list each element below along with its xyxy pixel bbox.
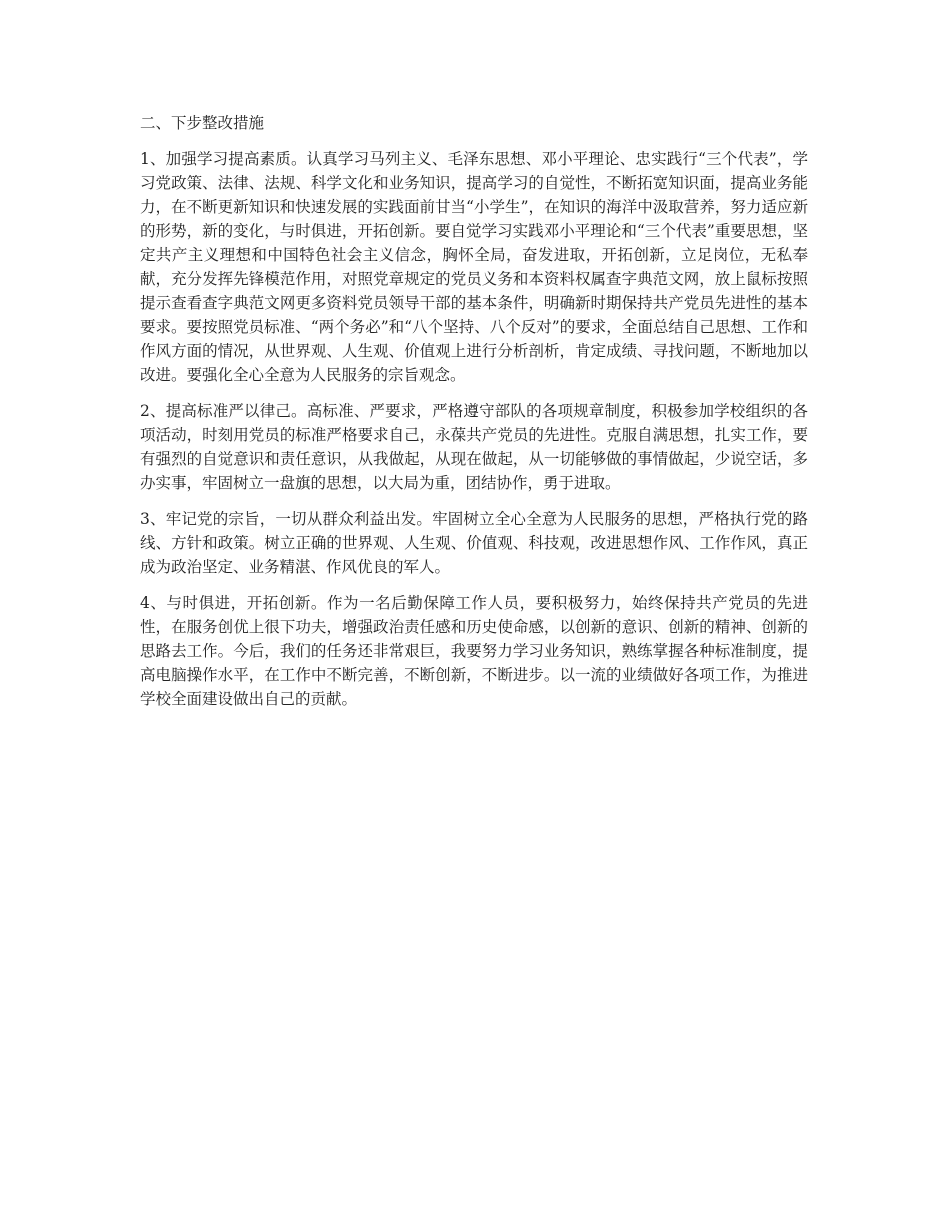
paragraph-3: 3、牢记党的宗旨，一切从群众利益出发。牢固树立全心全意为人民服务的思想，严格执行党的路线、方针和政策。树立正确的世界观、人生观、价值观、科技观，改进思想作风、工作作风，真正成为政治坚定、业务精湛、作风优良的军人。: [140, 510, 808, 576]
paragraph-2: 2、提高标准严以律己。高标准、严要求，严格遵守部队的各项规章制度，积极参加学校组织的各项活动，时刻用党员的标准严格要求自己，永葆共产党员的先进性。克服自满思想，扎实工作，要有强烈的自觉意识和责任意识，从我做起，从现在做起，从一切能够做的事情做起，少说空话，多办实事，牢固树立一盘旗的思想，以大局为重，团结协作，勇于进取。: [140, 402, 808, 492]
paragraph-4: 4、与时俱进，开拓创新。作为一名后勤保障工作人员，要积极努力，始终保持共产党员的先进性，在服务创优上很下功夫，增强政治责任感和历史使命感，以创新的意识、创新的精神、创新的思路去工作。今后，我们的任务还非常艰巨，我要努力学习业务知识，熟练掌握各种标准制度，提高电脑操作水平，在工作中不断完善，不断创新，不断进步。以一流的业绩做好各项工作，为推进学校全面建设做出自己的贡献。: [140, 594, 808, 708]
document-body: [140, 111, 808, 723]
section-heading: 二、下步整改措施: [140, 114, 265, 132]
paragraph-1: 1、加强学习提高素质。认真学习马列主义、毛泽东思想、邓小平理论、忠实践行“三个代表”，学习党政策、法律、法规、科学文化和业务知识，提高学习的自觉性，不断拓宽知识面，提高业务能力，在不断更新知识和快速发展的实践面前甘当“小学生”，在知识的海洋中汲取营养，努力适应新的形势，新的变化，与时俱进，开拓创新。要自觉学习实践邓小平理论和“三个代表”重要思想，坚定共产主义理想和中国特色社会主义信念，胸怀全局，奋发进取，开拓创新，立足岗位，无私奉献，充分发挥先锋模范作用，对照党章规定的党员义务和本资料权属查字典范文网，放上鼠标按照提示查看查字典范文网更多资料党员领导干部的基本条件，明确新时期保持共产党员先进性的基本要求。要按照党员标准、“两个务必”和“八个坚持、八个反对”的要求，全面总结自己思想、工作和作风方面的情况，从世界观、人生观、价值观上进行分析剖析，肯定成绩、寻找问题，不断地加以改进。要强化全心全意为人民服务的宗旨观念。: [140, 150, 808, 384]
